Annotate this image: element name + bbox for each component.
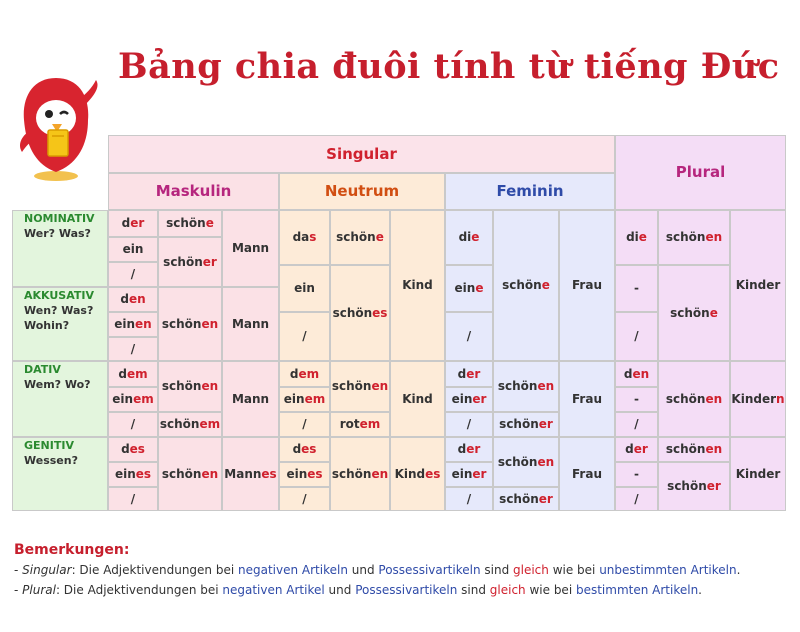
- cell-noun: Mann: [222, 287, 279, 361]
- cell-article: der: [445, 437, 493, 462]
- cell-noun: Frau: [559, 210, 615, 361]
- case-name: NOMINATIV: [24, 212, 95, 225]
- cell-noun: Kindern: [730, 361, 786, 437]
- cell-article: einem: [279, 387, 330, 412]
- cell-article: das: [279, 210, 330, 265]
- cell-noun: Kindes: [390, 437, 445, 511]
- case-genitiv: [12, 437, 108, 511]
- cell-article: ein: [279, 265, 330, 312]
- cell-article: der: [108, 210, 158, 237]
- cell-article: der: [615, 437, 658, 462]
- cell-article: den: [108, 287, 158, 312]
- remarks-line-singular: - Singular: Die Adjektivendungen bei negativen Artikeln und Possessivartikeln sind gleich wie bei unbestimmten Artikeln.: [14, 563, 741, 577]
- cell-noun: Frau: [559, 437, 615, 511]
- cell-adjective: schönen: [330, 361, 390, 412]
- case-name: DATIV: [24, 363, 61, 376]
- cell-adjective: schönen: [158, 287, 222, 361]
- cell-noun: Mann: [222, 210, 279, 287]
- cell-adjective: schönen: [330, 437, 390, 511]
- header-neutrum: Neutrum: [279, 173, 445, 210]
- cell-adjective: schönen: [158, 437, 222, 511]
- cell-adjective: schönen: [158, 361, 222, 412]
- cell-article: einen: [108, 312, 158, 337]
- header-plural: Plural: [615, 135, 786, 210]
- cell-adjective: schönen: [658, 437, 730, 462]
- cell-article: des: [279, 437, 330, 462]
- cell-article: /: [445, 412, 493, 437]
- cell-article: /: [108, 337, 158, 361]
- cell-adjective: schöner: [493, 412, 559, 437]
- case-dativ: [12, 361, 108, 437]
- cell-adjective: schöne: [493, 210, 559, 361]
- adjective-declension-table: [12, 135, 786, 511]
- cell-article: /: [279, 412, 330, 437]
- remarks-line-plural: - Plural: Die Adjektivendungen bei negativen Artikel und Possessivartikeln sind gleich wie bei bestimmten Artikeln.: [14, 583, 702, 597]
- case-question-2: Wohin?: [24, 319, 70, 332]
- cell-article: eines: [108, 462, 158, 487]
- cell-article: dem: [279, 361, 330, 387]
- cell-adjective: schönem: [158, 412, 222, 437]
- cell-article: die: [445, 210, 493, 265]
- cell-article: /: [108, 262, 158, 287]
- cell-article: einer: [445, 387, 493, 412]
- cell-adjective: schönen: [658, 361, 730, 437]
- case-name: GENITIV: [24, 439, 74, 452]
- case-nominativ: [12, 210, 108, 287]
- cell-noun: Kind: [390, 210, 445, 361]
- case-question: Wessen?: [24, 454, 78, 467]
- cell-adjective: schöne: [658, 265, 730, 361]
- remarks-heading: Bemerkungen:: [14, 542, 130, 558]
- cell-article: den: [615, 361, 658, 387]
- cell-article: die: [615, 210, 658, 265]
- cell-adjective: schöner: [158, 237, 222, 287]
- case-akkusativ: [12, 287, 108, 361]
- cell-noun: Mann: [222, 361, 279, 437]
- cell-article: der: [445, 361, 493, 387]
- header-feminin: Feminin: [445, 173, 615, 210]
- remarks: [14, 540, 794, 600]
- cell-article: /: [445, 312, 493, 361]
- cell-article: -: [615, 265, 658, 312]
- cell-noun: Frau: [559, 361, 615, 437]
- cell-article: eine: [445, 265, 493, 312]
- cell-article: dem: [108, 361, 158, 387]
- case-question: Wen? Was?: [24, 304, 94, 317]
- cell-noun: Mannes: [222, 437, 279, 511]
- case-question: Wem? Wo?: [24, 378, 91, 391]
- cell-article: -: [615, 462, 658, 487]
- cell-adjective: schönen: [493, 437, 559, 487]
- cell-adjective: schöne: [158, 210, 222, 237]
- case-name: AKKUSATIV: [24, 289, 94, 302]
- header-singular: Singular: [108, 135, 615, 173]
- cell-article: /: [615, 412, 658, 437]
- cell-article: /: [108, 412, 158, 437]
- cell-article: -: [615, 387, 658, 412]
- cell-article: /: [108, 487, 158, 511]
- cell-article: /: [445, 487, 493, 511]
- cell-article: einer: [445, 462, 493, 487]
- cell-article: /: [279, 312, 330, 361]
- case-question: Wer? Was?: [24, 227, 91, 240]
- cell-adjective: schönen: [493, 361, 559, 412]
- cell-adjective: schöner: [493, 487, 559, 511]
- cell-adjective: schönes: [330, 265, 390, 361]
- cell-article: einem: [108, 387, 158, 412]
- cell-noun: Kind: [390, 361, 445, 437]
- header-maskulin: Maskulin: [108, 173, 279, 210]
- cell-article: eines: [279, 462, 330, 487]
- cell-article: /: [279, 487, 330, 511]
- cell-noun: Kinder: [730, 210, 786, 361]
- cell-article: des: [108, 437, 158, 462]
- cell-adjective: rotem: [330, 412, 390, 437]
- cell-adjective: schönen: [658, 210, 730, 265]
- cell-adjective: schöne: [330, 210, 390, 265]
- cell-noun: Kinder: [730, 437, 786, 511]
- cell-article: ein: [108, 237, 158, 262]
- cell-article: /: [615, 312, 658, 361]
- cell-adjective: schöner: [658, 462, 730, 511]
- page-title: Bảng chia đuôi tính từ tiếng Đức: [118, 46, 780, 87]
- cell-article: /: [615, 487, 658, 511]
